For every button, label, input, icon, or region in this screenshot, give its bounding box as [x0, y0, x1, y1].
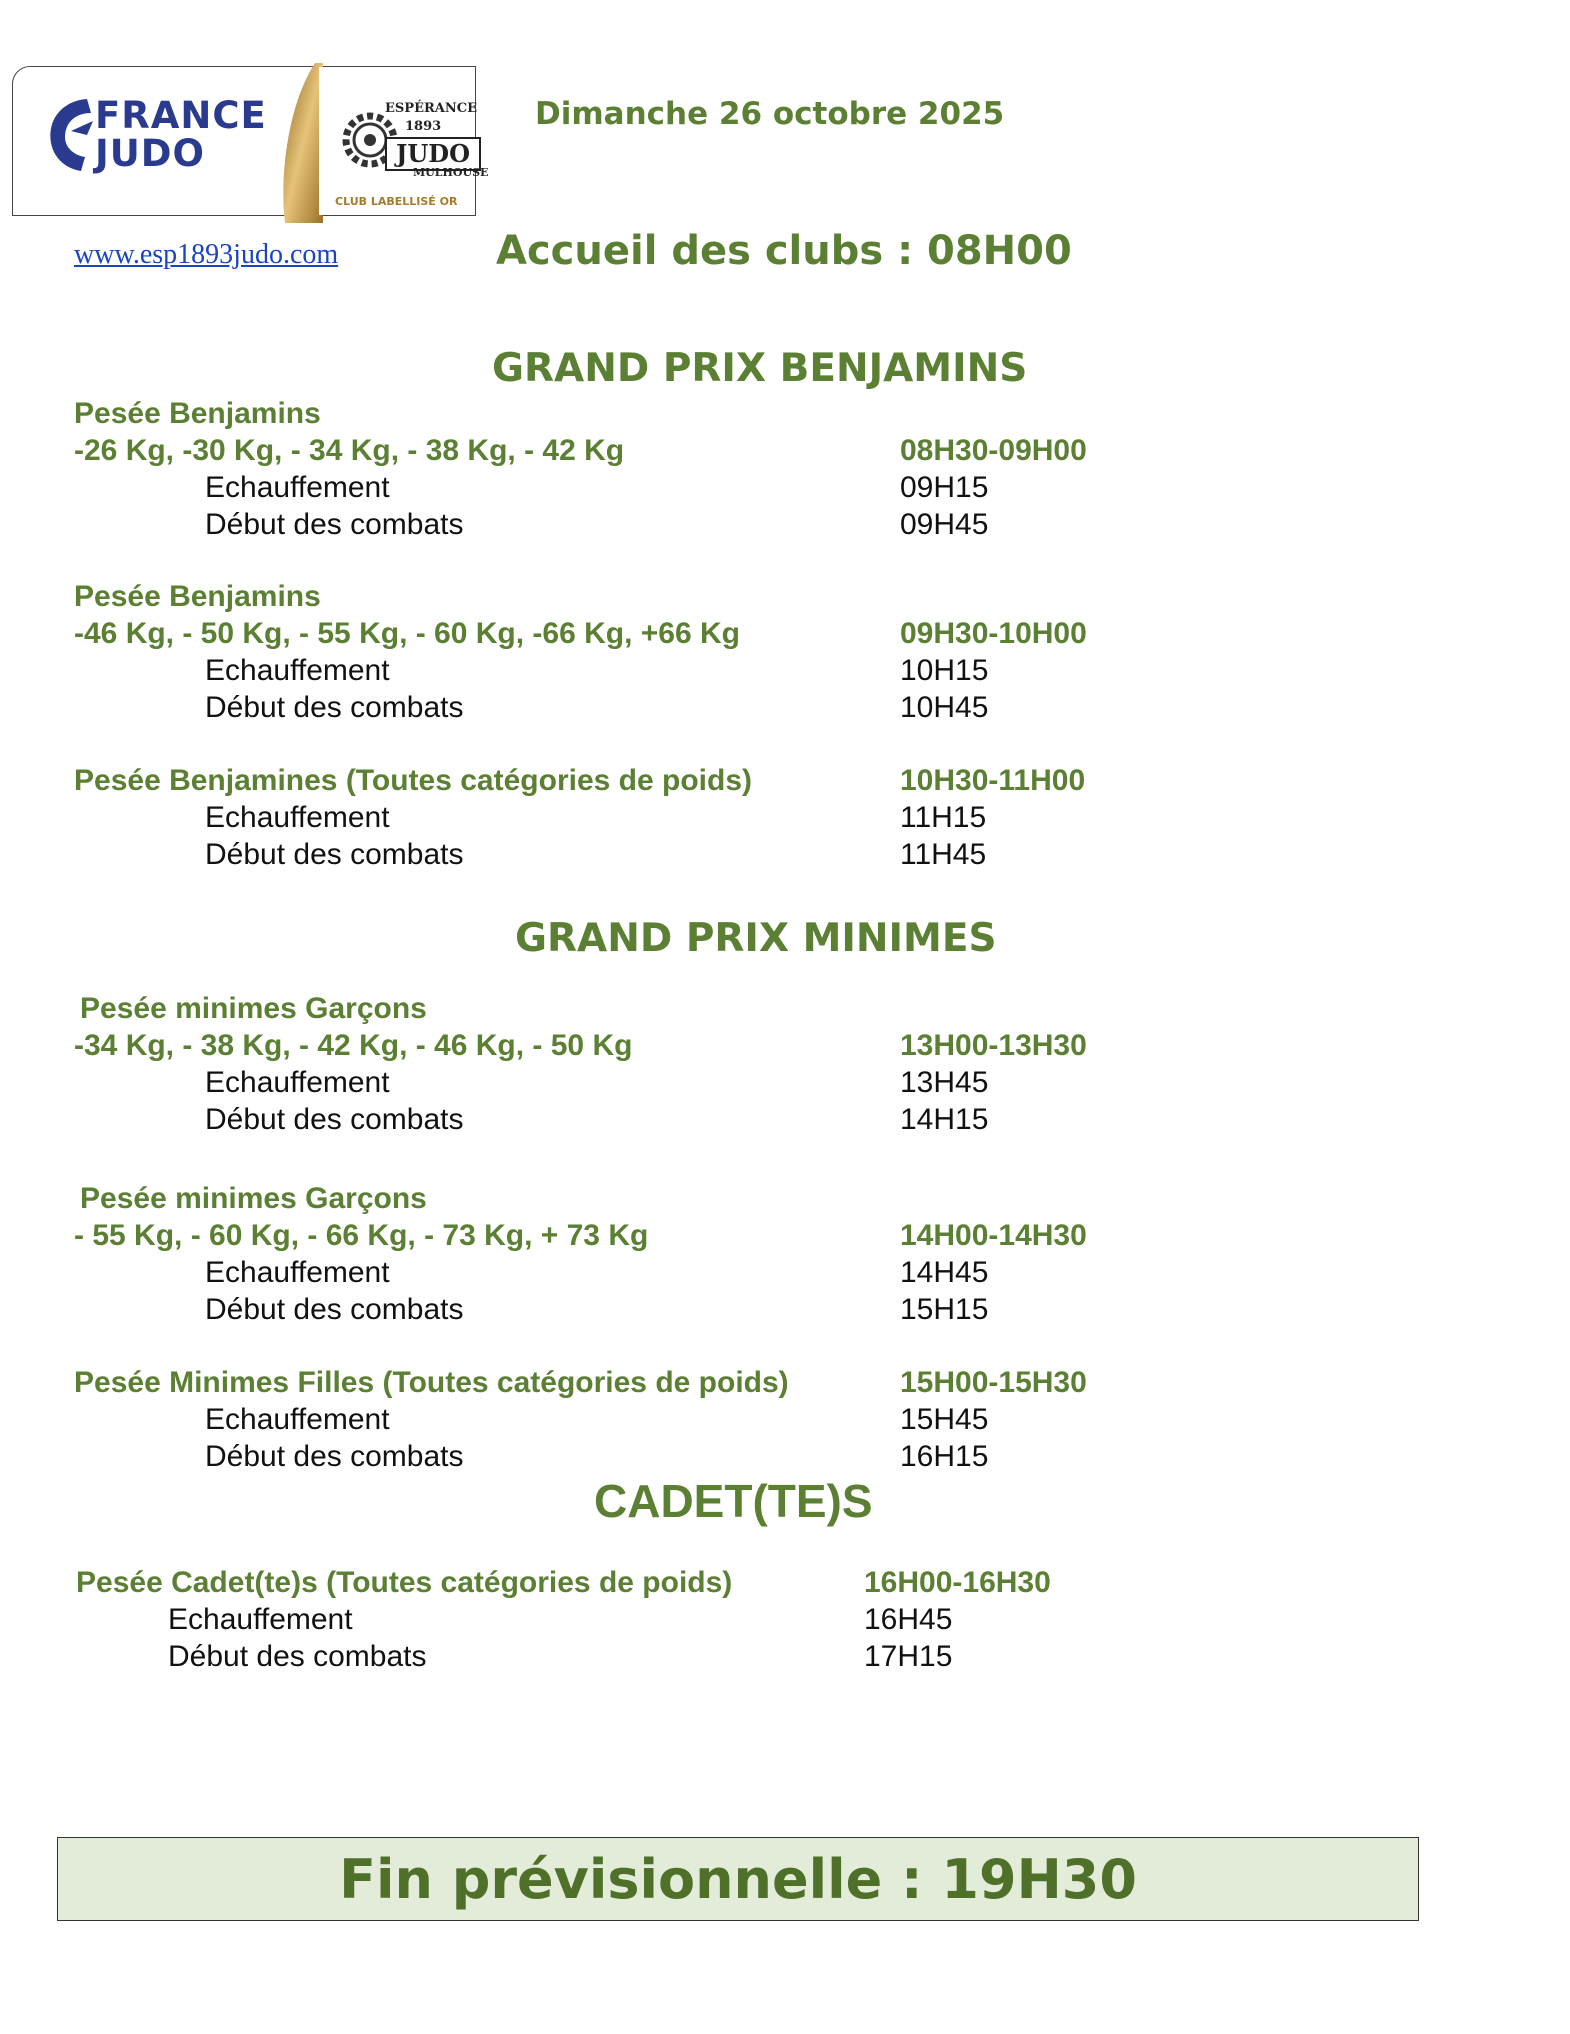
- weight-categories: -46 Kg, - 50 Kg, - 55 Kg, - 60 Kg, -66 Kg, +66 Kg: [74, 617, 740, 650]
- debut-time: 16H15: [900, 1440, 989, 1473]
- logo-banner: [12, 66, 489, 216]
- debut-label: Début des combats: [205, 1103, 464, 1136]
- club-judo-text: JUDO: [395, 139, 470, 168]
- echauffement-time: 14H45: [900, 1256, 989, 1289]
- club-label: CLUB LABELLISÉ OR: [335, 195, 458, 208]
- accueil-time: Accueil des clubs : 08H00: [496, 228, 1072, 274]
- website-link[interactable]: www.esp1893judo.com: [74, 239, 339, 270]
- debut-label: Début des combats: [205, 1293, 464, 1326]
- echauffement-label: Echauffement: [205, 471, 390, 504]
- debut-time: 14H15: [900, 1103, 989, 1136]
- debut-label: Début des combats: [205, 1440, 464, 1473]
- pesee-label: Pesée Cadet(te)s (Toutes catégories de poids): [76, 1566, 733, 1599]
- france-judo-line2: JUDO: [95, 132, 205, 175]
- fin-previsionnelle-text: Fin prévisionnelle : 19H30: [339, 1848, 1137, 1911]
- france-judo-line1: FRANCE: [95, 94, 267, 137]
- echauffement-time: 16H45: [864, 1603, 953, 1636]
- gold-swoosh-icon: [275, 63, 323, 223]
- echauffement-label: Echauffement: [205, 1256, 390, 1289]
- event-date: Dimanche 26 octobre 2025: [535, 96, 1005, 132]
- club-year: 1893: [405, 119, 442, 134]
- pesee-time: 08H30-09H00: [900, 434, 1087, 467]
- echauffement-label: Echauffement: [205, 654, 390, 687]
- weight-categories: -26 Kg, -30 Kg, - 34 Kg, - 38 Kg, - 42 Kg: [74, 434, 625, 467]
- echauffement-time: 15H45: [900, 1403, 989, 1436]
- pesee-label: Pesée Benjamines (Toutes catégories de poids): [74, 764, 752, 797]
- club-city: MULHOUSE: [413, 166, 489, 179]
- echauffement-label: Echauffement: [205, 801, 390, 834]
- section-title-benjamins: GRAND PRIX BENJAMINS: [492, 346, 1028, 391]
- pesee-time: 09H30-10H00: [900, 617, 1087, 650]
- echauffement-time: 11H15: [900, 801, 987, 834]
- pesee-label: Pesée Minimes Filles (Toutes catégories de poids): [74, 1366, 789, 1399]
- debut-time: 11H45: [900, 838, 987, 871]
- pesee-time: 10H30-11H00: [900, 764, 1086, 797]
- debut-label: Début des combats: [205, 691, 464, 724]
- echauffement-label: Echauffement: [168, 1603, 353, 1636]
- debut-label: Début des combats: [168, 1640, 427, 1673]
- pesee-time: 14H00-14H30: [900, 1219, 1087, 1252]
- debut-time: 09H45: [900, 508, 989, 541]
- france-judo-wordmark: [95, 94, 267, 175]
- debut-time: 17H15: [864, 1640, 953, 1673]
- france-judo-logo-icon: [41, 91, 101, 177]
- echauffement-label: Echauffement: [205, 1066, 390, 1099]
- pesee-time: 15H00-15H30: [900, 1366, 1087, 1399]
- echauffement-time: 13H45: [900, 1066, 989, 1099]
- section-title-minimes: GRAND PRIX MINIMES: [515, 916, 997, 961]
- fin-previsionnelle-box: [57, 1837, 1419, 1921]
- echauffement-label: Echauffement: [205, 1403, 390, 1436]
- debut-time: 15H15: [900, 1293, 989, 1326]
- pesee-label: Pesée Benjamins: [74, 580, 321, 613]
- debut-label: Début des combats: [205, 838, 464, 871]
- debut-time: 10H45: [900, 691, 989, 724]
- section-title-cadets: CADET(TE)S: [594, 1475, 873, 1527]
- pesee-label: Pesée minimes Garçons: [80, 1182, 427, 1215]
- echauffement-time: 09H15: [900, 471, 989, 504]
- weight-categories: - 55 Kg, - 60 Kg, - 66 Kg, - 73 Kg, + 73 Kg: [74, 1219, 649, 1252]
- club-name-line1: ESPÉRANCE: [385, 101, 478, 116]
- pesee-time: 13H00-13H30: [900, 1029, 1087, 1062]
- pesee-label: Pesée minimes Garçons: [80, 992, 427, 1025]
- debut-label: Début des combats: [205, 508, 464, 541]
- weight-categories: -34 Kg, - 38 Kg, - 42 Kg, - 46 Kg, - 50 Kg: [74, 1029, 633, 1062]
- pesee-time: 16H00-16H30: [864, 1566, 1051, 1599]
- pesee-label: Pesée Benjamins: [74, 397, 321, 430]
- echauffement-time: 10H15: [900, 654, 989, 687]
